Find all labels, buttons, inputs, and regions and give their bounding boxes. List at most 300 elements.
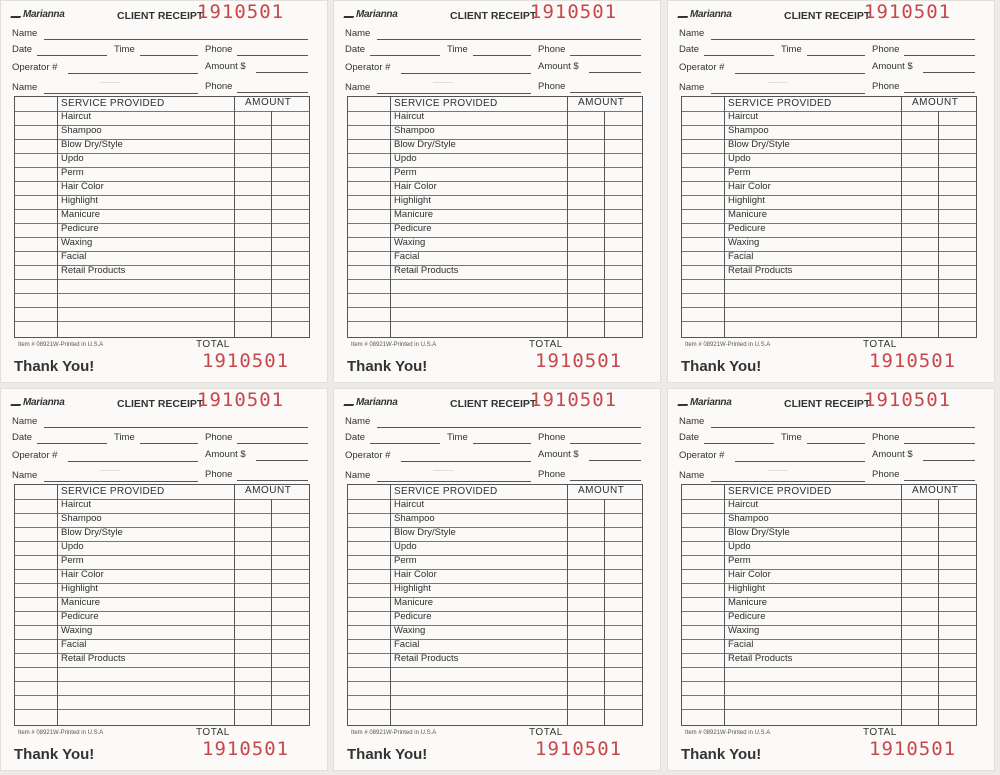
service-item: Retail Products — [394, 265, 459, 276]
thank-you: Thank You! — [347, 358, 428, 375]
name-field[interactable] — [711, 427, 975, 428]
name-field[interactable] — [44, 427, 308, 428]
brand-mark-icon — [10, 9, 23, 18]
item-number: Item # 08921W-Printed in U.S.A — [351, 342, 437, 348]
brand-name: Marianna — [23, 397, 65, 408]
phone-label-2: Phone — [205, 469, 233, 480]
phone-label-2: Phone — [205, 81, 233, 92]
table-row — [15, 293, 309, 308]
client-receipt-6 — [667, 388, 995, 771]
table-row — [15, 653, 309, 668]
table-row — [682, 695, 976, 710]
table-row — [682, 251, 976, 266]
service-item: Waxing — [61, 625, 93, 636]
col-divider — [724, 97, 725, 337]
table-row — [682, 499, 976, 514]
table-row — [348, 293, 642, 308]
client-receipt-1 — [0, 0, 328, 383]
table-row — [15, 125, 309, 140]
phone-field[interactable] — [904, 55, 975, 56]
amount-header: AMOUNT — [245, 485, 292, 496]
table-row — [15, 279, 309, 294]
phone-label: Phone — [205, 432, 233, 443]
operator-field[interactable] — [68, 73, 198, 74]
phone-field[interactable] — [237, 443, 308, 444]
brand-name: Marianna — [356, 9, 398, 20]
amount-label: Amount $ — [872, 449, 913, 460]
table-row — [15, 181, 309, 196]
col-divider — [57, 485, 58, 725]
receipt-title: CLIENT RECEIPT — [784, 10, 871, 22]
date-field[interactable] — [704, 443, 774, 444]
table-row — [682, 709, 976, 724]
service-item: Shampoo — [728, 513, 769, 524]
table-row — [15, 639, 309, 654]
table-row — [15, 527, 309, 542]
time-field[interactable] — [140, 55, 198, 56]
table-row — [682, 667, 976, 682]
thank-you: Thank You! — [681, 746, 762, 763]
phone-label: Phone — [205, 44, 233, 55]
service-header: SERVICE PROVIDED — [394, 98, 498, 109]
service-header: SERVICE PROVIDED — [61, 98, 165, 109]
col-divider — [604, 111, 605, 337]
service-item: Hair Color — [61, 569, 104, 580]
table-row — [682, 181, 976, 196]
operator-field[interactable] — [735, 73, 865, 74]
col-divider — [57, 97, 58, 337]
faint-mark: ~~~~~ — [433, 80, 454, 87]
service-item: Haircut — [394, 111, 425, 122]
table-row — [15, 139, 309, 154]
thank-you: Thank You! — [14, 358, 95, 375]
thank-you: Thank You! — [347, 746, 428, 763]
service-item: Facial — [61, 639, 87, 650]
table-row — [15, 223, 309, 238]
date-label: Date — [345, 44, 366, 55]
service-item: Manicure — [728, 597, 768, 608]
name-field-2[interactable] — [711, 93, 865, 94]
name-label-2: Name — [12, 82, 38, 93]
table-row — [682, 139, 976, 154]
date-field[interactable] — [37, 443, 107, 444]
date-label: Date — [12, 432, 33, 443]
time-label: Time — [114, 44, 135, 55]
brand-logo — [679, 9, 732, 20]
service-item: Pedicure — [61, 223, 99, 234]
service-item: Blow Dry/Style — [61, 139, 123, 150]
amount-field[interactable] — [923, 72, 975, 73]
amount-field[interactable] — [589, 72, 641, 73]
col-divider — [567, 97, 568, 337]
service-item: Perm — [394, 167, 417, 178]
table-row — [15, 709, 309, 724]
service-item: Blow Dry/Style — [728, 139, 790, 150]
table-row — [682, 279, 976, 294]
service-item: Manicure — [394, 209, 434, 220]
operator-field[interactable] — [401, 461, 531, 462]
phone-field[interactable] — [237, 55, 308, 56]
table-row — [348, 667, 642, 682]
brand-logo — [679, 397, 732, 408]
name-field-2[interactable] — [711, 481, 865, 482]
amount-field[interactable] — [256, 72, 308, 73]
table-row — [15, 667, 309, 682]
name-label-2: Name — [345, 82, 371, 93]
name-label: Name — [12, 28, 38, 39]
service-item: Haircut — [61, 499, 92, 510]
table-row — [348, 639, 642, 654]
time-field[interactable] — [807, 55, 865, 56]
brand-logo — [12, 397, 65, 408]
receipt-number-bottom: 1910501 — [202, 350, 290, 372]
services-table — [14, 96, 310, 338]
receipt-number-top: 1910501 — [864, 1, 952, 23]
item-number: Item # 08921W-Printed in U.S.A — [685, 342, 771, 348]
table-row — [15, 209, 309, 224]
table-row — [15, 265, 309, 280]
operator-label: Operator # — [679, 62, 725, 73]
amount-header: AMOUNT — [578, 485, 625, 496]
service-item: Waxing — [394, 625, 426, 636]
table-row — [348, 611, 642, 626]
receipt-number-top: 1910501 — [530, 389, 618, 411]
service-item: Pedicure — [394, 223, 432, 234]
amount-field[interactable] — [923, 460, 975, 461]
service-item: Manicure — [394, 597, 434, 608]
table-row — [15, 583, 309, 598]
service-item: Retail Products — [728, 653, 793, 664]
table-row — [15, 555, 309, 570]
client-receipt-5 — [333, 388, 661, 771]
table-row — [682, 223, 976, 238]
services-table — [347, 484, 643, 726]
table-row — [15, 513, 309, 528]
faint-mark: ~~~~~ — [767, 80, 788, 87]
service-item: Highlight — [728, 195, 765, 206]
table-row — [682, 195, 976, 210]
service-item: Highlight — [394, 195, 431, 206]
faint-mark: ~~~~~ — [767, 468, 788, 475]
operator-label: Operator # — [679, 450, 725, 461]
service-item: Pedicure — [61, 611, 99, 622]
total-label: TOTAL — [529, 727, 563, 738]
receipt-number-bottom: 1910501 — [202, 738, 290, 760]
operator-label: Operator # — [12, 62, 58, 73]
col-divider — [567, 485, 568, 725]
service-item: Perm — [728, 167, 751, 178]
date-field[interactable] — [704, 55, 774, 56]
amount-header: AMOUNT — [912, 97, 959, 108]
service-item: Highlight — [61, 195, 98, 206]
total-label: TOTAL — [863, 339, 897, 350]
col-divider — [901, 97, 902, 337]
amount-label: Amount $ — [205, 61, 246, 72]
service-item: Highlight — [394, 583, 431, 594]
table-row — [348, 321, 642, 336]
table-row — [682, 265, 976, 280]
table-row — [348, 527, 642, 542]
amount-header: AMOUNT — [912, 485, 959, 496]
brand-mark-icon — [677, 397, 690, 406]
receipt-title: CLIENT RECEIPT — [450, 10, 537, 22]
table-row — [348, 223, 642, 238]
receipt-number-top: 1910501 — [530, 1, 618, 23]
phone-field[interactable] — [904, 443, 975, 444]
table-row — [682, 569, 976, 584]
col-divider — [604, 499, 605, 725]
service-item: Facial — [394, 251, 420, 262]
service-item: Hair Color — [61, 181, 104, 192]
name-field[interactable] — [44, 39, 308, 40]
col-divider — [390, 97, 391, 337]
time-label: Time — [447, 432, 468, 443]
time-label: Time — [114, 432, 135, 443]
amount-header: AMOUNT — [245, 97, 292, 108]
phone-field[interactable] — [570, 443, 641, 444]
phone-field-2[interactable] — [237, 92, 308, 93]
receipt-title: CLIENT RECEIPT — [117, 398, 204, 410]
table-row — [682, 611, 976, 626]
phone-label: Phone — [872, 44, 900, 55]
table-row — [15, 569, 309, 584]
receipt-number-bottom: 1910501 — [869, 738, 957, 760]
time-label: Time — [447, 44, 468, 55]
receipt-number-bottom: 1910501 — [535, 738, 623, 760]
service-item: Shampoo — [61, 513, 102, 524]
item-number: Item # 08921W-Printed in U.S.A — [18, 342, 104, 348]
table-row — [348, 583, 642, 598]
total-label: TOTAL — [529, 339, 563, 350]
name-label-2: Name — [345, 470, 371, 481]
table-row — [682, 111, 976, 126]
table-row — [348, 653, 642, 668]
phone-label: Phone — [872, 432, 900, 443]
table-row — [348, 111, 642, 126]
col-divider — [271, 111, 272, 337]
date-field[interactable] — [37, 55, 107, 56]
services-table — [14, 484, 310, 726]
service-item: Manicure — [61, 597, 101, 608]
col-divider — [390, 485, 391, 725]
table-row — [682, 527, 976, 542]
table-row — [348, 499, 642, 514]
table-row — [348, 167, 642, 182]
service-item: Hair Color — [394, 569, 437, 580]
phone-field-2[interactable] — [904, 92, 975, 93]
service-item: Shampoo — [394, 125, 435, 136]
name-label: Name — [345, 416, 371, 427]
name-field-2[interactable] — [377, 93, 531, 94]
service-item: Perm — [61, 167, 84, 178]
table-row — [348, 279, 642, 294]
service-item: Haircut — [728, 111, 759, 122]
brand-name: Marianna — [690, 397, 732, 408]
table-row — [15, 153, 309, 168]
table-row — [682, 209, 976, 224]
table-row — [682, 583, 976, 598]
table-row — [682, 653, 976, 668]
date-label: Date — [345, 432, 366, 443]
operator-label: Operator # — [345, 450, 391, 461]
services-table — [681, 96, 977, 338]
phone-field-2[interactable] — [570, 92, 641, 93]
receipt-number-top: 1910501 — [197, 389, 285, 411]
service-item: Perm — [728, 555, 751, 566]
table-row — [348, 237, 642, 252]
operator-field[interactable] — [401, 73, 531, 74]
table-row — [348, 681, 642, 696]
operator-field[interactable] — [735, 461, 865, 462]
client-receipt-2 — [333, 0, 661, 383]
name-label: Name — [679, 416, 705, 427]
date-field[interactable] — [370, 55, 440, 56]
table-row — [348, 569, 642, 584]
receipt-number-top: 1910501 — [197, 1, 285, 23]
name-field-2[interactable] — [377, 481, 531, 482]
table-row — [682, 307, 976, 322]
amount-field[interactable] — [256, 460, 308, 461]
phone-field-2[interactable] — [237, 480, 308, 481]
client-receipt-3 — [667, 0, 995, 383]
brand-mark-icon — [677, 9, 690, 18]
table-row — [348, 513, 642, 528]
amount-field[interactable] — [589, 460, 641, 461]
service-header: SERVICE PROVIDED — [61, 486, 165, 497]
phone-label-2: Phone — [538, 81, 566, 92]
item-number: Item # 08921W-Printed in U.S.A — [18, 730, 104, 736]
table-row — [348, 307, 642, 322]
brand-mark-icon — [10, 397, 23, 406]
services-table — [681, 484, 977, 726]
table-row — [348, 541, 642, 556]
name-field[interactable] — [711, 39, 975, 40]
table-row — [348, 709, 642, 724]
amount-label: Amount $ — [538, 61, 579, 72]
table-row — [348, 139, 642, 154]
name-label-2: Name — [679, 470, 705, 481]
table-row — [348, 597, 642, 612]
date-label: Date — [679, 44, 700, 55]
amount-label: Amount $ — [538, 449, 579, 460]
time-label: Time — [781, 432, 802, 443]
table-row — [348, 265, 642, 280]
phone-field-2[interactable] — [904, 480, 975, 481]
item-number: Item # 08921W-Printed in U.S.A — [685, 730, 771, 736]
name-label: Name — [679, 28, 705, 39]
col-divider — [724, 485, 725, 725]
brand-logo — [345, 397, 398, 408]
service-item: Highlight — [728, 583, 765, 594]
table-row — [682, 513, 976, 528]
service-item: Updo — [394, 153, 417, 164]
receipt-title: CLIENT RECEIPT — [450, 398, 537, 410]
brand-logo — [12, 9, 65, 20]
table-row — [348, 195, 642, 210]
date-label: Date — [12, 44, 33, 55]
service-item: Shampoo — [61, 125, 102, 136]
total-label: TOTAL — [196, 339, 230, 350]
receipt-title: CLIENT RECEIPT — [117, 10, 204, 22]
name-field[interactable] — [377, 39, 641, 40]
service-item: Blow Dry/Style — [728, 527, 790, 538]
receipt-number-top: 1910501 — [864, 389, 952, 411]
service-item: Hair Color — [728, 181, 771, 192]
name-field[interactable] — [377, 427, 641, 428]
phone-field[interactable] — [570, 55, 641, 56]
service-item: Retail Products — [61, 653, 126, 664]
service-item: Facial — [728, 251, 754, 262]
brand-name: Marianna — [23, 9, 65, 20]
table-row — [348, 251, 642, 266]
time-field[interactable] — [140, 443, 198, 444]
table-row — [348, 181, 642, 196]
name-field-2[interactable] — [44, 481, 198, 482]
operator-label: Operator # — [12, 450, 58, 461]
time-label: Time — [781, 44, 802, 55]
receipt-title: CLIENT RECEIPT — [784, 398, 871, 410]
name-label: Name — [345, 28, 371, 39]
table-row — [682, 541, 976, 556]
col-divider — [234, 485, 235, 725]
col-divider — [234, 97, 235, 337]
table-row — [15, 195, 309, 210]
table-row — [348, 695, 642, 710]
service-item: Perm — [61, 555, 84, 566]
table-row — [682, 237, 976, 252]
services-table — [347, 96, 643, 338]
service-item: Manicure — [61, 209, 101, 220]
phone-label-2: Phone — [872, 469, 900, 480]
table-row — [15, 499, 309, 514]
time-field[interactable] — [473, 443, 531, 444]
service-item: Waxing — [61, 237, 93, 248]
table-row — [15, 625, 309, 640]
phone-field-2[interactable] — [570, 480, 641, 481]
table-row — [348, 555, 642, 570]
amount-header: AMOUNT — [578, 97, 625, 108]
client-receipt-4 — [0, 388, 328, 771]
amount-label: Amount $ — [205, 449, 246, 460]
table-row — [682, 293, 976, 308]
service-header: SERVICE PROVIDED — [728, 486, 832, 497]
thank-you: Thank You! — [14, 746, 95, 763]
time-field[interactable] — [807, 443, 865, 444]
service-item: Retail Products — [728, 265, 793, 276]
service-item: Waxing — [394, 237, 426, 248]
operator-field[interactable] — [68, 461, 198, 462]
time-field[interactable] — [473, 55, 531, 56]
service-item: Blow Dry/Style — [394, 527, 456, 538]
service-item: Retail Products — [61, 265, 126, 276]
table-row — [682, 125, 976, 140]
phone-label: Phone — [538, 44, 566, 55]
table-row — [15, 611, 309, 626]
service-item: Blow Dry/Style — [61, 527, 123, 538]
name-field-2[interactable] — [44, 93, 198, 94]
table-row — [682, 321, 976, 336]
table-row — [15, 541, 309, 556]
brand-name: Marianna — [690, 9, 732, 20]
service-item: Hair Color — [394, 181, 437, 192]
service-item: Waxing — [728, 625, 760, 636]
table-row — [682, 555, 976, 570]
receipt-number-bottom: 1910501 — [869, 350, 957, 372]
date-label: Date — [679, 432, 700, 443]
date-field[interactable] — [370, 443, 440, 444]
table-row — [682, 167, 976, 182]
table-row — [682, 597, 976, 612]
